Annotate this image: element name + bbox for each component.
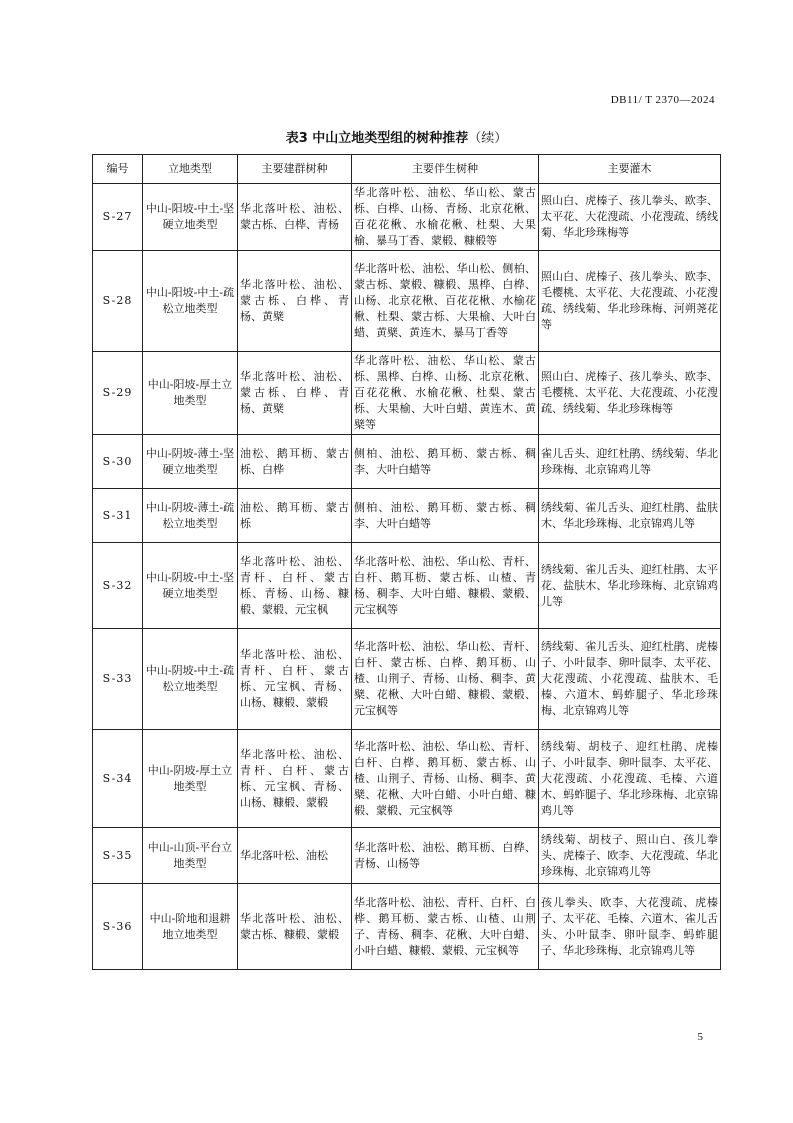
row-site-type: 中山-阴坡-薄土-坚硬立地类型 <box>143 435 238 489</box>
row-id: S-28 <box>93 251 143 352</box>
row-site-type: 中山-阴坡-薄土-疏松立地类型 <box>143 489 238 543</box>
row-id: S-34 <box>93 730 143 828</box>
row-id: S-36 <box>93 884 143 970</box>
row-shrubs: 绣线菊、雀儿舌头、迎红杜鹃、盐肤木、华北珍珠梅、北京锦鸡儿等 <box>539 489 721 543</box>
row-shrubs: 绣线菊、雀儿舌头、迎红杜鹃、虎榛子、小叶鼠李、卵叶鼠李、太平花、大花溲疏、小花溲疏、盐肤木、毛榛、六道木、蚂蚱腿子、华北珍珠梅、北京锦鸡儿等 <box>539 629 721 730</box>
caption-continued: （续） <box>468 131 508 146</box>
row-associated: 华北落叶松、油松、华山松、青杆、白杆、鹅耳枥、蒙古栎、山楂、青杨、稠李、大叶白蜡、糠椴、蒙椴、元宝枫等 <box>352 543 539 629</box>
row-associated: 华北落叶松、油松、华山松、侧柏、蒙古栎、蒙椴、糠椴、黑桦、白桦、山杨、北京花楸、百花花楸、水榆花楸、杜梨、蒙古栎、大果榆、大叶白蜡、黄檗、黄连木、暴马丁香等 <box>352 251 539 352</box>
col-header-site-type: 立地类型 <box>143 155 238 184</box>
row-id: S-27 <box>93 184 143 251</box>
caption-title: 表3 中山立地类型组的树种推荐 <box>285 131 469 146</box>
table-row <box>93 543 721 629</box>
row-dominant: 华北落叶松、油松、蒙古栎、糠椴、蒙椴 <box>238 884 352 970</box>
row-site-type: 中山-阴坡-中土-疏松立地类型 <box>143 629 238 730</box>
col-header-associated: 主要伴生树种 <box>352 155 539 184</box>
row-shrubs: 照山白、虎榛子、孩儿拳头、欧李、太平花、大花溲疏、小花溲疏、绣线菊、华北珍珠梅等 <box>539 184 721 251</box>
table-row <box>93 352 721 435</box>
row-shrubs: 雀儿舌头、迎红杜鹃、绣线菊、华北珍珠梅、北京锦鸡儿等 <box>539 435 721 489</box>
species-table <box>92 154 721 970</box>
table-row <box>93 629 721 730</box>
row-site-type: 中山-阶地和退耕地立地类型 <box>143 884 238 970</box>
standard-code: DB11/ T 2370—2024 <box>610 94 715 106</box>
row-id: S-30 <box>93 435 143 489</box>
table-row <box>93 435 721 489</box>
table-row <box>93 184 721 251</box>
row-dominant: 华北落叶松、油松、蒙古栎、白桦、青杨、黄檗 <box>238 352 352 435</box>
row-site-type: 中山-山顶-平台立地类型 <box>143 828 238 884</box>
row-shrubs: 孩儿拳头、欧李、大花溲疏、虎榛子、太平花、毛榛、六道木、雀儿舌头、小叶鼠李、卵叶鼠李、蚂蚱腿子、华北珍珠梅、北京锦鸡儿等 <box>539 884 721 970</box>
row-associated: 华北落叶松、油松、华山松、蒙古栎、白桦、山杨、青杨、北京花楸、百花花楸、水榆花楸、杜梨、大果榆、暴马丁香、蒙椴、糠椴等 <box>352 184 539 251</box>
row-dominant: 华北落叶松、油松 <box>238 828 352 884</box>
col-header-shrubs: 主要灌木 <box>539 155 721 184</box>
row-associated: 华北落叶松、油松、华山松、青杆、白杆、蒙古栎、白桦、鹅耳枥、山楂、山荆子、青杨、山杨、稠李、黄檗、花楸、大叶白蜡、糠椴、蒙椴、元宝枫等 <box>352 629 539 730</box>
row-associated: 侧柏、油松、鹅耳枥、蒙古栎、稠李、大叶白蜡等 <box>352 489 539 543</box>
row-id: S-29 <box>93 352 143 435</box>
row-dominant: 华北落叶松、油松、青杆、白杆、蒙古栎、青杨、山杨、糠椴、蒙椴、元宝枫 <box>238 543 352 629</box>
row-id: S-32 <box>93 543 143 629</box>
page-number: 5 <box>697 1031 703 1043</box>
row-dominant: 华北落叶松、油松、青杆、白杆、蒙古栎、元宝枫、青杨、山杨、糠椴、蒙椴 <box>238 730 352 828</box>
row-site-type: 中山-阳坡-厚土立地类型 <box>143 352 238 435</box>
row-shrubs: 绣线菊、胡枝子、迎红杜鹃、虎榛子、小叶鼠李、卵叶鼠李、太平花、大花溲疏、小花溲疏、毛榛、六道木、蚂蚱腿子、华北珍珠梅、北京锦鸡儿等 <box>539 730 721 828</box>
row-dominant: 油松、鹅耳枥、蒙古栎 <box>238 489 352 543</box>
col-header-dominant: 主要建群树种 <box>238 155 352 184</box>
row-shrubs: 照山白、虎榛子、孩儿拳头、欧李、毛樱桃、太平花、大花溲疏、小花溲疏、绣线菊、华北珍珠梅等 <box>539 352 721 435</box>
row-associated: 华北落叶松、油松、华山松、蒙古栎、黑桦、白桦、山杨、北京花楸、百花花楸、水榆花楸、杜梨、蒙古栎、大果榆、大叶白蜡、黄连木、黄檗等 <box>352 352 539 435</box>
row-id: S-31 <box>93 489 143 543</box>
row-site-type: 中山-阳坡-中土-疏松立地类型 <box>143 251 238 352</box>
row-site-type: 中山-阳坡-中土-坚硬立地类型 <box>143 184 238 251</box>
table-row <box>93 251 721 352</box>
table-row <box>93 489 721 543</box>
row-associated: 华北落叶松、油松、青杆、白杆、白桦、鹅耳枥、蒙古栎、山楂、山荆子、青杨、稠李、花楸、大叶白蜡、小叶白蜡、糠椴、蒙椴、元宝枫等 <box>352 884 539 970</box>
row-dominant: 华北落叶松、油松、蒙古栎、白桦、青杨、黄檗 <box>238 251 352 352</box>
row-site-type: 中山-阴坡-厚土立地类型 <box>143 730 238 828</box>
row-associated: 华北落叶松、油松、华山松、青杆、白杆、白桦、鹅耳枥、蒙古栎、山楂、山荆子、青杨、山杨、稠李、黄檗、花楸、大叶白蜡、小叶白蜡、糠椴、蒙椴、元宝枫等 <box>352 730 539 828</box>
table-header-row <box>93 155 721 184</box>
table-row <box>93 828 721 884</box>
row-shrubs: 绣线菊、胡枝子、照山白、孩儿拳头、虎榛子、欧李、大花溲疏、华北珍珠梅、北京锦鸡儿等 <box>539 828 721 884</box>
row-dominant: 华北落叶松、油松、青杆、白杆、蒙古栎、元宝枫、青杨、山杨、糠椴、蒙椴 <box>238 629 352 730</box>
row-shrubs: 照山白、虎榛子、孩儿拳头、欧李、毛樱桃、太平花、大花溲疏、小花溲疏、绣线菊、华北珍珠梅、河朔荛花等 <box>539 251 721 352</box>
col-header-id: 编号 <box>93 155 143 184</box>
table-row <box>93 730 721 828</box>
row-associated: 侧柏、油松、鹅耳枥、蒙古栎、稠李、大叶白蜡等 <box>352 435 539 489</box>
table-row <box>93 884 721 970</box>
row-shrubs: 绣线菊、雀儿舌头、迎红杜鹃、太平花、盐肤木、华北珍珠梅、北京锦鸡儿等 <box>539 543 721 629</box>
row-id: S-33 <box>93 629 143 730</box>
row-dominant: 油松、鹅耳枥、蒙古栎、白桦 <box>238 435 352 489</box>
row-associated: 华北落叶松、油松、鹅耳枥、白桦、青杨、山杨等 <box>352 828 539 884</box>
row-site-type: 中山-阴坡-中土-坚硬立地类型 <box>143 543 238 629</box>
table-caption <box>0 127 793 146</box>
row-dominant: 华北落叶松、油松、蒙古栎、白桦、青杨 <box>238 184 352 251</box>
row-id: S-35 <box>93 828 143 884</box>
